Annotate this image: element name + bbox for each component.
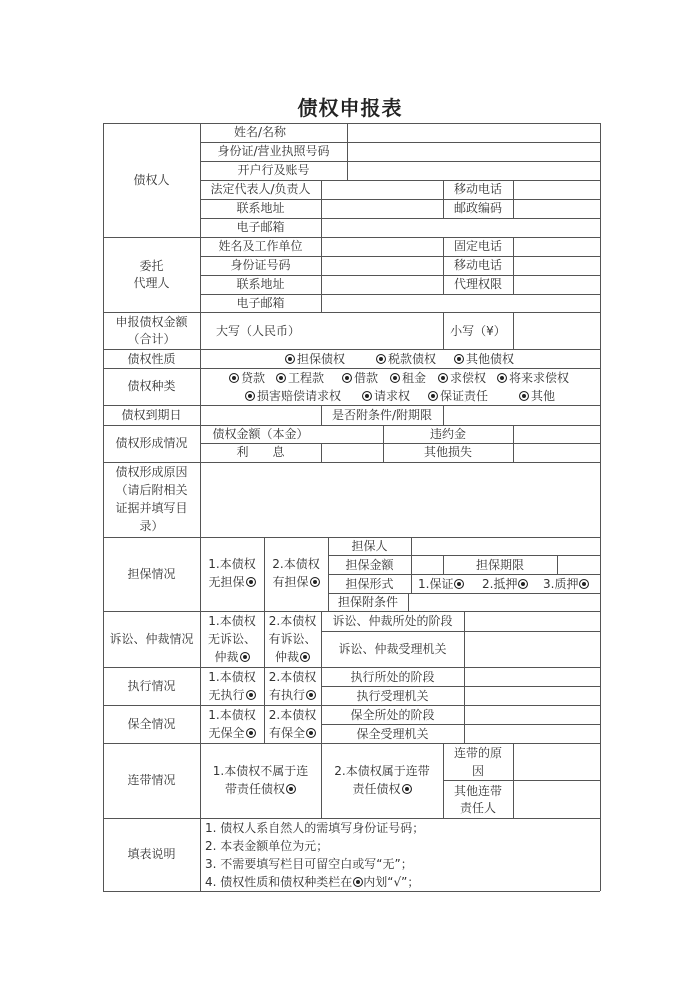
litigation-label: 诉讼、仲裁情况: [109, 632, 194, 646]
option-dot-icon: [402, 784, 412, 794]
guarantee-conditions-label: 担保附条件: [337, 595, 398, 609]
joint-others-line2: 责任人: [459, 801, 496, 815]
nature-label: 债权性质: [127, 352, 176, 366]
joint-label: 连带情况: [127, 773, 176, 787]
execution-none-option[interactable]: 无执行: [200, 687, 264, 703]
execution-none-line1: 1.本债权: [208, 670, 256, 684]
note-item-1: 1. 债权人系自然人的需填写身份证号码；: [205, 821, 425, 835]
note-item-2: 2. 本表金额单位为元；: [205, 839, 329, 853]
penalty-label: 违约金: [429, 427, 466, 441]
creditor-rep-label: 法定代表人/负责人: [210, 182, 311, 196]
litigation-none-line1: 1.本债权: [208, 614, 256, 628]
preservation-label: 保全情况: [127, 717, 176, 731]
option-dot-icon: [353, 877, 363, 887]
interest-label: 利 息: [236, 445, 285, 459]
option-dot-icon: [306, 690, 316, 700]
agent-phone-label: 固定电话: [453, 239, 502, 253]
kind-option-future-recourse[interactable]: 将来求偿权: [497, 370, 569, 386]
agent-mobile-label: 移动电话: [453, 258, 502, 272]
note-item-4: 4. 债权性质和债权种类栏在 内划“√”；: [205, 875, 420, 889]
guarantee-form-mortgage[interactable]: 2.抵押: [482, 576, 528, 592]
option-dot-icon: [428, 391, 438, 401]
agent-section-label-1: 委托: [139, 259, 164, 273]
nature-option-other[interactable]: 其他债权: [454, 351, 514, 367]
execution-org-label: 执行受理机关: [356, 689, 429, 703]
joint-not-line1: 1.本债权不属于连: [212, 764, 309, 778]
guarantee-form-pledge[interactable]: 3.质押: [543, 576, 589, 592]
creditor-id-label: 身份证/营业执照号码: [217, 144, 330, 158]
preservation-none-option[interactable]: 无保全: [200, 725, 264, 741]
guarantee-has-option[interactable]: 有担保: [264, 574, 328, 590]
litigation-none-option[interactable]: 仲裁: [200, 649, 264, 665]
agent-address-label: 联系地址: [236, 277, 285, 291]
preservation-has-option[interactable]: 有保全: [264, 725, 321, 741]
nature-option-secured[interactable]: 担保债权: [285, 351, 345, 367]
guarantor-label: 担保人: [351, 539, 388, 553]
option-dot-icon: [579, 579, 589, 589]
guarantee-amount-label: 担保金额: [345, 558, 394, 572]
option-dot-icon: [240, 652, 250, 662]
option-dot-icon: [390, 373, 400, 383]
execution-has-line1: 2.本债权: [268, 670, 317, 684]
kind-option-borrowing[interactable]: 借款: [342, 370, 378, 386]
agent-section-label-2: 代理人: [133, 276, 170, 290]
cause-label-3: 证据并填写目: [115, 501, 188, 515]
option-dot-icon: [376, 354, 386, 364]
guarantee-has-line1: 2.本债权: [272, 557, 320, 571]
kind-option-other[interactable]: 其他: [519, 388, 555, 404]
guarantee-form-surety[interactable]: 1.保证: [418, 576, 464, 592]
guarantee-form-label: 担保形式: [345, 577, 394, 591]
litigation-org-label: 诉讼、仲裁受理机关: [338, 642, 447, 656]
amount-label-1: 申报债权金额: [115, 315, 188, 329]
preservation-none-line1: 1.本债权: [208, 708, 256, 722]
litigation-has-option[interactable]: 仲裁: [264, 649, 321, 665]
joint-is-option[interactable]: 责任债权: [321, 781, 443, 797]
litigation-none-line2: 无诉讼、: [207, 632, 256, 646]
option-dot-icon: [454, 579, 464, 589]
option-dot-icon: [454, 354, 464, 364]
option-dot-icon: [229, 373, 239, 383]
creditor-address-label: 联系地址: [236, 201, 285, 215]
guarantee-none-line1: 1.本债权: [208, 557, 256, 571]
cause-label-4: 录）: [139, 519, 164, 533]
litigation-has-line2: 有诉讼、: [268, 632, 317, 646]
litigation-stage-label: 诉讼、仲裁所处的阶段: [332, 614, 453, 628]
preservation-org-label: 保全受理机关: [356, 727, 429, 741]
cause-label-1: 债权形成原因: [115, 465, 188, 479]
creditor-email-label: 电子邮箱: [236, 220, 285, 234]
joint-reason-line1: 连带的原: [453, 746, 502, 760]
agent-email-label: 电子邮箱: [236, 296, 285, 310]
option-dot-icon: [286, 784, 296, 794]
joint-not-option[interactable]: 带责任债权: [200, 781, 321, 797]
principal-label: 债权金额（本金）: [212, 427, 309, 441]
amount-lower-label: 小写（¥）: [450, 324, 506, 338]
option-dot-icon: [342, 373, 352, 383]
option-dot-icon: [362, 391, 372, 401]
conditional-label: 是否附条件/附期限: [331, 408, 433, 422]
option-dot-icon: [518, 579, 528, 589]
creditor-postcode-label: 邮政编码: [453, 201, 502, 215]
guarantee-period-label: 担保期限: [475, 558, 524, 572]
kind-option-damages[interactable]: 损害赔偿请求权: [245, 388, 341, 404]
kind-option-project[interactable]: 工程款: [276, 370, 324, 386]
option-dot-icon: [276, 373, 286, 383]
amount-label-2: （合计）: [127, 332, 176, 346]
creditor-name-label: 姓名/名称: [233, 125, 287, 139]
option-dot-icon: [497, 373, 507, 383]
option-dot-icon: [285, 354, 295, 364]
option-dot-icon: [245, 391, 255, 401]
execution-label: 执行情况: [127, 679, 176, 693]
option-dot-icon: [246, 728, 256, 738]
nature-option-tax[interactable]: 税款债权: [376, 351, 436, 367]
creditor-section-label: 债权人: [133, 173, 170, 187]
amount-upper-label: 大写（人民币）: [216, 324, 301, 338]
kind-option-guarantee-liability[interactable]: 保证责任: [428, 388, 488, 404]
agent-authority-label: 代理权限: [453, 277, 502, 291]
joint-reason-line2: 因: [471, 764, 484, 778]
kind-option-loan[interactable]: 贷款: [229, 370, 265, 386]
kind-option-claim[interactable]: 请求权: [362, 388, 410, 404]
kind-option-recourse[interactable]: 求偿权: [438, 370, 486, 386]
other-loss-label: 其他损失: [423, 445, 472, 459]
joint-others-line1: 其他连带: [453, 784, 502, 798]
option-dot-icon: [246, 577, 256, 587]
agent-id-label: 身份证号码: [230, 258, 291, 272]
option-dot-icon: [310, 577, 320, 587]
creditor-mobile-label: 移动电话: [453, 182, 502, 196]
guarantee-label: 担保情况: [127, 567, 176, 581]
option-dot-icon: [300, 652, 310, 662]
option-dot-icon: [519, 391, 529, 401]
execution-stage-label: 执行所处的阶段: [350, 670, 435, 684]
joint-is-line1: 2.本债权属于连带: [334, 764, 430, 778]
agent-name-work-label: 姓名及工作单位: [218, 239, 303, 253]
preservation-stage-label: 保全所处的阶段: [350, 708, 435, 722]
guarantee-none-option[interactable]: 无担保: [200, 574, 264, 590]
kind-label: 债权种类: [127, 379, 176, 393]
notes-label: 填表说明: [127, 847, 176, 861]
due-date-label: 债权到期日: [121, 408, 182, 422]
option-dot-icon: [306, 728, 316, 738]
formation-label: 债权形成情况: [115, 436, 188, 450]
option-dot-icon: [246, 690, 256, 700]
creditor-bank-label: 开户行及账号: [237, 163, 310, 177]
cause-label-2: （请后附相关: [115, 483, 188, 497]
form-title: 债权申报表: [297, 96, 403, 120]
option-dot-icon: [438, 373, 448, 383]
litigation-has-line1: 2.本债权: [268, 614, 317, 628]
kind-option-rent[interactable]: 租金: [390, 370, 426, 386]
note-item-3: 3. 不需要填写栏目可留空白或写“无”；: [205, 857, 413, 871]
execution-has-option[interactable]: 有执行: [264, 687, 321, 703]
preservation-has-line1: 2.本债权: [268, 708, 317, 722]
